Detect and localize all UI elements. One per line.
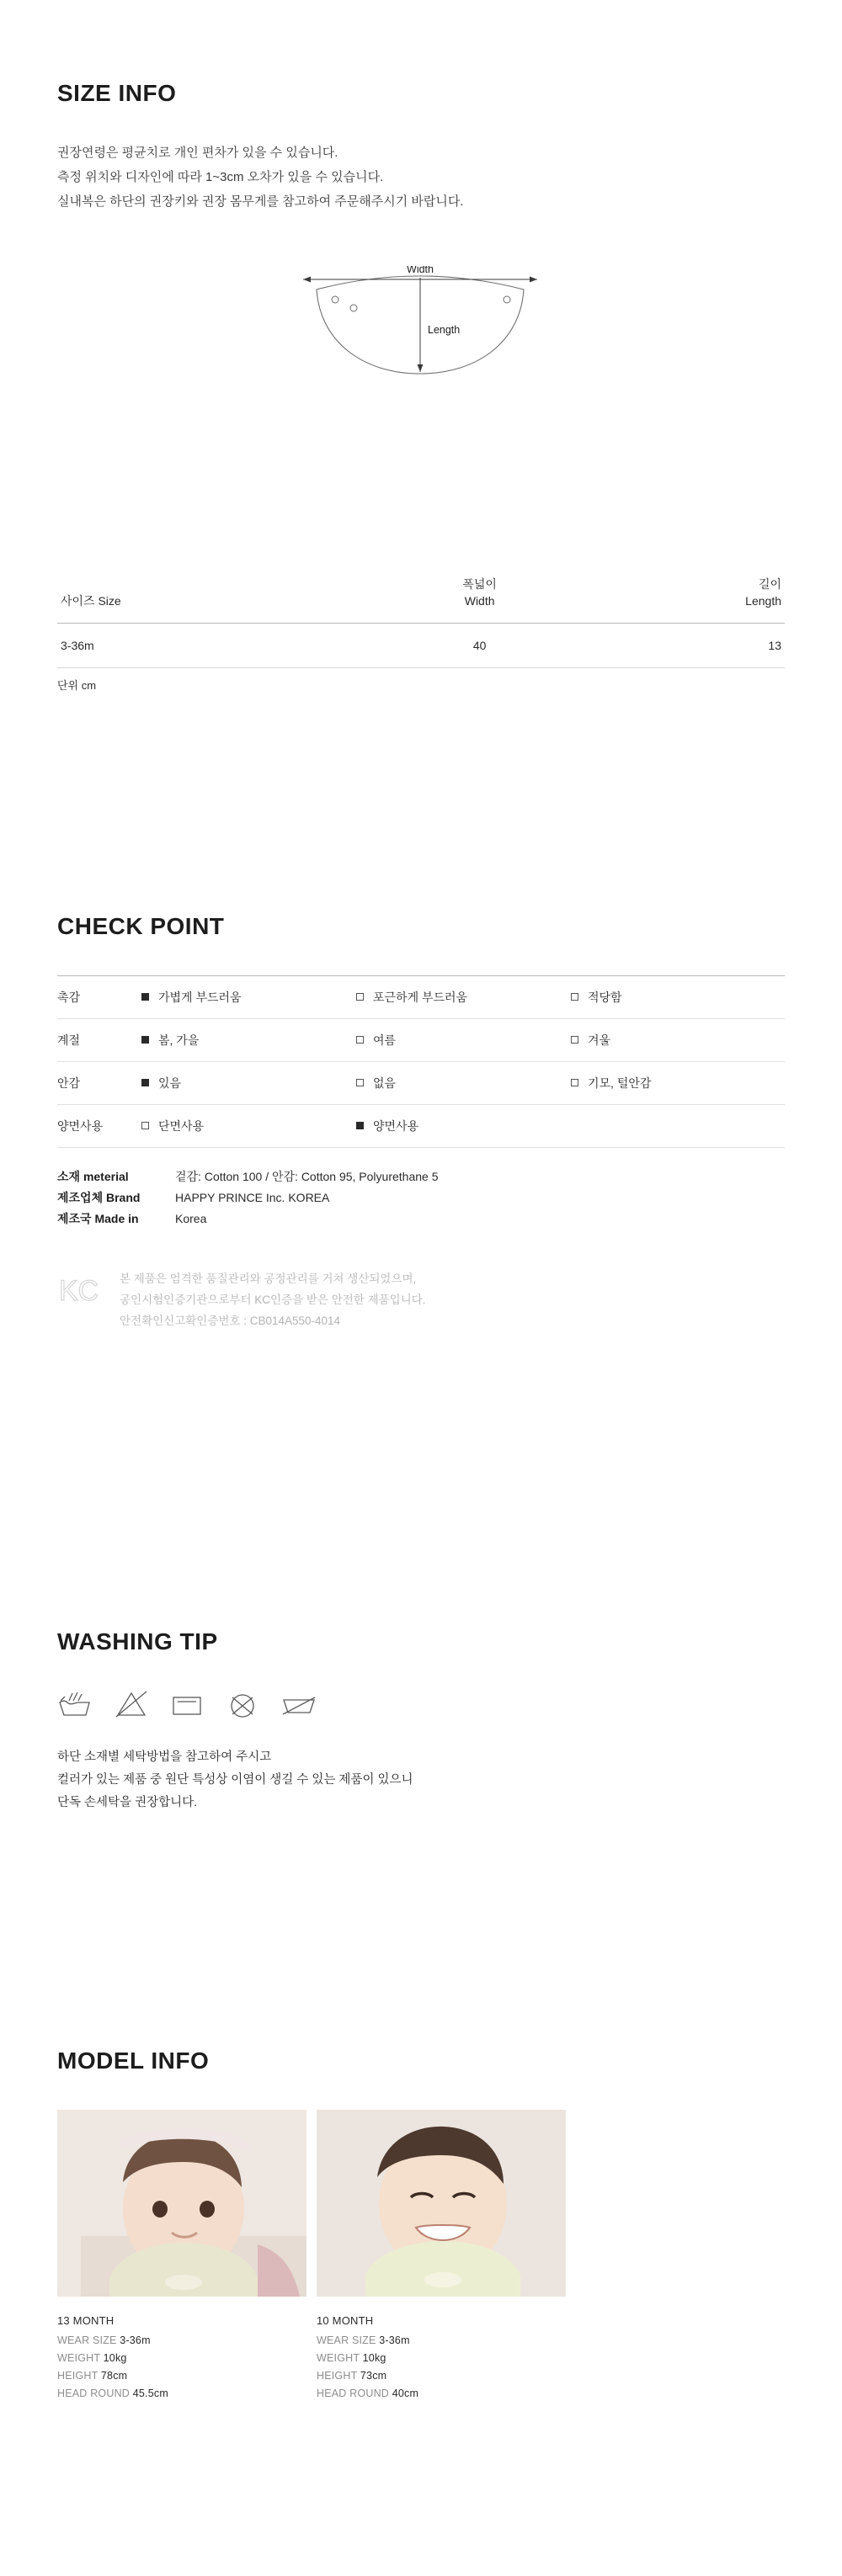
size-table-header-width — [381, 566, 578, 624]
diagram-length-label: Length — [428, 324, 461, 337]
size-info-title: SIZE INFO — [57, 80, 177, 107]
material-info-row — [57, 1187, 785, 1208]
no-dry-clean-icon — [224, 1689, 261, 1719]
diagram-width-label: Width — [407, 266, 434, 276]
kc-text-line: 안전확인신고확인증번호 : CB014A550-4014 — [120, 1315, 341, 1328]
list-item — [317, 2110, 566, 2403]
model-spec-value: 10kg — [362, 2352, 386, 2365]
material-info-key: 소재 meterial — [57, 1170, 129, 1184]
model-spec-key: WEAR SIZE — [317, 2334, 376, 2347]
check-point-option[interactable] — [571, 976, 785, 1019]
table-row — [57, 624, 785, 668]
check-point-option[interactable] — [571, 1062, 785, 1105]
checkbox-icon[interactable] — [141, 1122, 149, 1129]
material-info — [57, 1166, 785, 1230]
size-cell-size: 3-36m — [57, 624, 381, 668]
size-table-head — [57, 566, 785, 624]
model-spec — [317, 2312, 566, 2403]
washing-tip-description-line: 단독 손세탁을 권장합니다. — [57, 1796, 198, 1810]
hand-wash-icon — [57, 1689, 94, 1719]
check-point-row-label: 계절 — [57, 1033, 81, 1048]
checkbox-icon[interactable] — [141, 1036, 149, 1044]
size-info-description-line: 측정 위치와 디자인에 따라 1~3cm 오차가 있을 수 있습니다. — [57, 170, 384, 185]
kc-logo-icon — [57, 1268, 104, 1317]
material-info-row — [57, 1166, 785, 1187]
check-point-option-label: 기모, 털안감 — [588, 1076, 652, 1091]
model-spec-key: WEIGHT — [317, 2352, 360, 2365]
checkbox-icon[interactable] — [141, 1079, 149, 1086]
svg-text:KC: KC — [59, 1275, 99, 1308]
check-point-option-empty — [571, 1105, 785, 1148]
check-point-option[interactable] — [356, 1062, 571, 1105]
size-table-header-size: 사이즈 Size — [57, 566, 381, 624]
check-point-option[interactable] — [141, 976, 356, 1019]
kc-certification-block — [57, 1268, 785, 1331]
checkbox-icon[interactable] — [141, 993, 149, 1001]
table-row — [57, 976, 785, 1019]
check-point-option-label: 가볍게 부드러움 — [158, 991, 242, 1005]
washing-icons — [57, 1689, 785, 1719]
size-info-description — [57, 141, 785, 214]
no-bleach-icon — [113, 1689, 150, 1719]
washing-tip-description — [57, 1746, 785, 1814]
washing-tip-title: WASHING TIP — [57, 1628, 218, 1655]
size-table-body — [57, 624, 785, 668]
bib-diagram-svg — [283, 266, 561, 434]
model-spec-key: HEIGHT — [57, 2370, 99, 2382]
model-card-list — [57, 2110, 785, 2403]
model-spec-value: 10kg — [103, 2352, 127, 2365]
model-spec-value: 3-36m — [379, 2334, 410, 2347]
kc-text-line: 본 제품은 엄격한 품질관리와 공정관리를 거쳐 생산되었으며, — [120, 1272, 417, 1286]
size-info-section — [57, 61, 785, 434]
model-spec-key: HEIGHT — [317, 2370, 358, 2382]
check-point-option-label: 여름 — [373, 1033, 397, 1048]
size-table-header-width-en: Width — [464, 594, 495, 608]
check-point-option-label: 봄, 가을 — [158, 1033, 200, 1048]
model-spec — [57, 2312, 306, 2403]
model-spec-row — [317, 2350, 566, 2367]
model-month: 13 MONTH — [57, 2314, 115, 2328]
model-spec-value: 73cm — [360, 2370, 387, 2382]
model-spec-value: 3-36m — [120, 2334, 151, 2347]
kc-text-line: 공인시험인증기관으로부터 KC인증을 받은 안전한 제품입니다. — [120, 1293, 426, 1307]
material-info-value: 겉감: Cotton 100 / 안감: Cotton 95, Polyurethane 5 — [175, 1170, 439, 1184]
check-point-option[interactable] — [356, 976, 571, 1019]
table-row — [57, 1019, 785, 1062]
model-spec-value: 45.5cm — [132, 2387, 168, 2400]
check-point-option-label: 포근하게 부드러움 — [373, 991, 468, 1005]
check-point-table — [57, 975, 785, 1148]
checkbox-icon[interactable] — [356, 1122, 364, 1129]
model-info-title: MODEL INFO — [57, 2048, 210, 2074]
size-info-description-line: 권장연령은 평균치로 개인 편차가 있을 수 있습니다. — [57, 146, 338, 161]
checkbox-icon[interactable] — [356, 993, 364, 1001]
check-point-option-label: 적당함 — [588, 991, 622, 1005]
check-point-option-label: 단면사용 — [158, 1119, 205, 1134]
size-cell-length: 13 — [578, 624, 785, 668]
tumble-dry-icon — [168, 1689, 205, 1719]
size-table — [57, 566, 785, 668]
checkbox-icon[interactable] — [356, 1079, 364, 1086]
check-point-title: CHECK POINT — [57, 913, 225, 940]
check-point-option[interactable] — [571, 1019, 785, 1062]
checkbox-icon[interactable] — [571, 993, 578, 1001]
size-table-header-length — [578, 566, 785, 624]
washing-tip-section — [57, 1609, 785, 1814]
material-info-value: HAPPY PRINCE Inc. KOREA — [175, 1191, 330, 1205]
washing-tip-description-line: 컬러가 있는 제품 중 원단 특성상 이염이 생길 수 있는 제품이 있으니 — [57, 1773, 413, 1787]
check-point-option-label: 없음 — [373, 1076, 397, 1091]
checkbox-icon[interactable] — [571, 1079, 578, 1086]
model-spec-row — [57, 2367, 306, 2385]
check-point-row-label: 안감 — [57, 1076, 81, 1091]
model-spec-row — [57, 2350, 306, 2367]
check-point-option[interactable] — [141, 1105, 356, 1148]
check-point-option[interactable] — [356, 1019, 571, 1062]
size-info-description-line: 실내복은 하단의 권장키와 권장 몸무게를 참고하여 주문해주시기 바랍니다. — [57, 194, 464, 210]
model-spec-row — [57, 2385, 306, 2403]
check-point-option-label: 겨울 — [588, 1033, 611, 1048]
model-spec-key: WEIGHT — [57, 2352, 100, 2365]
material-info-key: 제조국 Made in — [57, 1212, 139, 1226]
size-table-header-length-en: Length — [745, 594, 781, 608]
bib-measurement-diagram — [57, 266, 785, 434]
baby-model-photo-2 — [317, 2110, 566, 2297]
check-point-option[interactable] — [356, 1105, 571, 1148]
model-spec-row — [317, 2332, 566, 2350]
material-info-key: 제조업체 Brand — [57, 1191, 141, 1205]
material-info-value: Korea — [175, 1212, 207, 1226]
material-info-row — [57, 1208, 785, 1230]
check-point-option-label: 양면사용 — [373, 1119, 419, 1134]
check-point-option-label: 있음 — [158, 1076, 182, 1091]
checkbox-icon[interactable] — [356, 1036, 364, 1044]
model-spec-value: 78cm — [100, 2370, 128, 2382]
table-row — [57, 1062, 785, 1105]
model-month: 10 MONTH — [317, 2314, 374, 2328]
size-cell-width: 40 — [381, 624, 578, 668]
model-spec-key: HEAD ROUND — [317, 2387, 390, 2400]
washing-tip-description-line: 하단 소재별 세탁방법을 참고하여 주시고 — [57, 1750, 272, 1765]
size-table-header-width-kr: 폭넓이 — [462, 577, 497, 591]
model-spec-key: HEAD ROUND — [57, 2387, 131, 2400]
checkbox-icon[interactable] — [571, 1036, 578, 1044]
model-spec-key: WEAR SIZE — [57, 2334, 117, 2347]
check-point-row-label: 촉감 — [57, 991, 81, 1005]
no-wring-icon — [280, 1689, 318, 1719]
check-point-option[interactable] — [141, 1019, 356, 1062]
check-point-option[interactable] — [141, 1062, 356, 1105]
model-spec-row — [317, 2385, 566, 2403]
size-table-unit: 단위 cm — [57, 679, 97, 692]
size-table-block — [57, 566, 785, 693]
size-table-header-row — [57, 566, 785, 624]
size-table-header-length-kr: 길이 — [758, 577, 781, 591]
model-spec-value: 40cm — [392, 2387, 419, 2400]
kc-certification-text — [120, 1268, 426, 1331]
model-info-section — [57, 2028, 785, 2403]
list-item — [57, 2110, 306, 2403]
model-spec-row — [317, 2367, 566, 2385]
baby-model-photo-1 — [57, 2110, 306, 2297]
model-spec-row — [57, 2332, 306, 2350]
table-row — [57, 1105, 785, 1148]
check-point-row-label: 양면사용 — [57, 1119, 104, 1134]
check-point-section — [57, 894, 785, 1331]
